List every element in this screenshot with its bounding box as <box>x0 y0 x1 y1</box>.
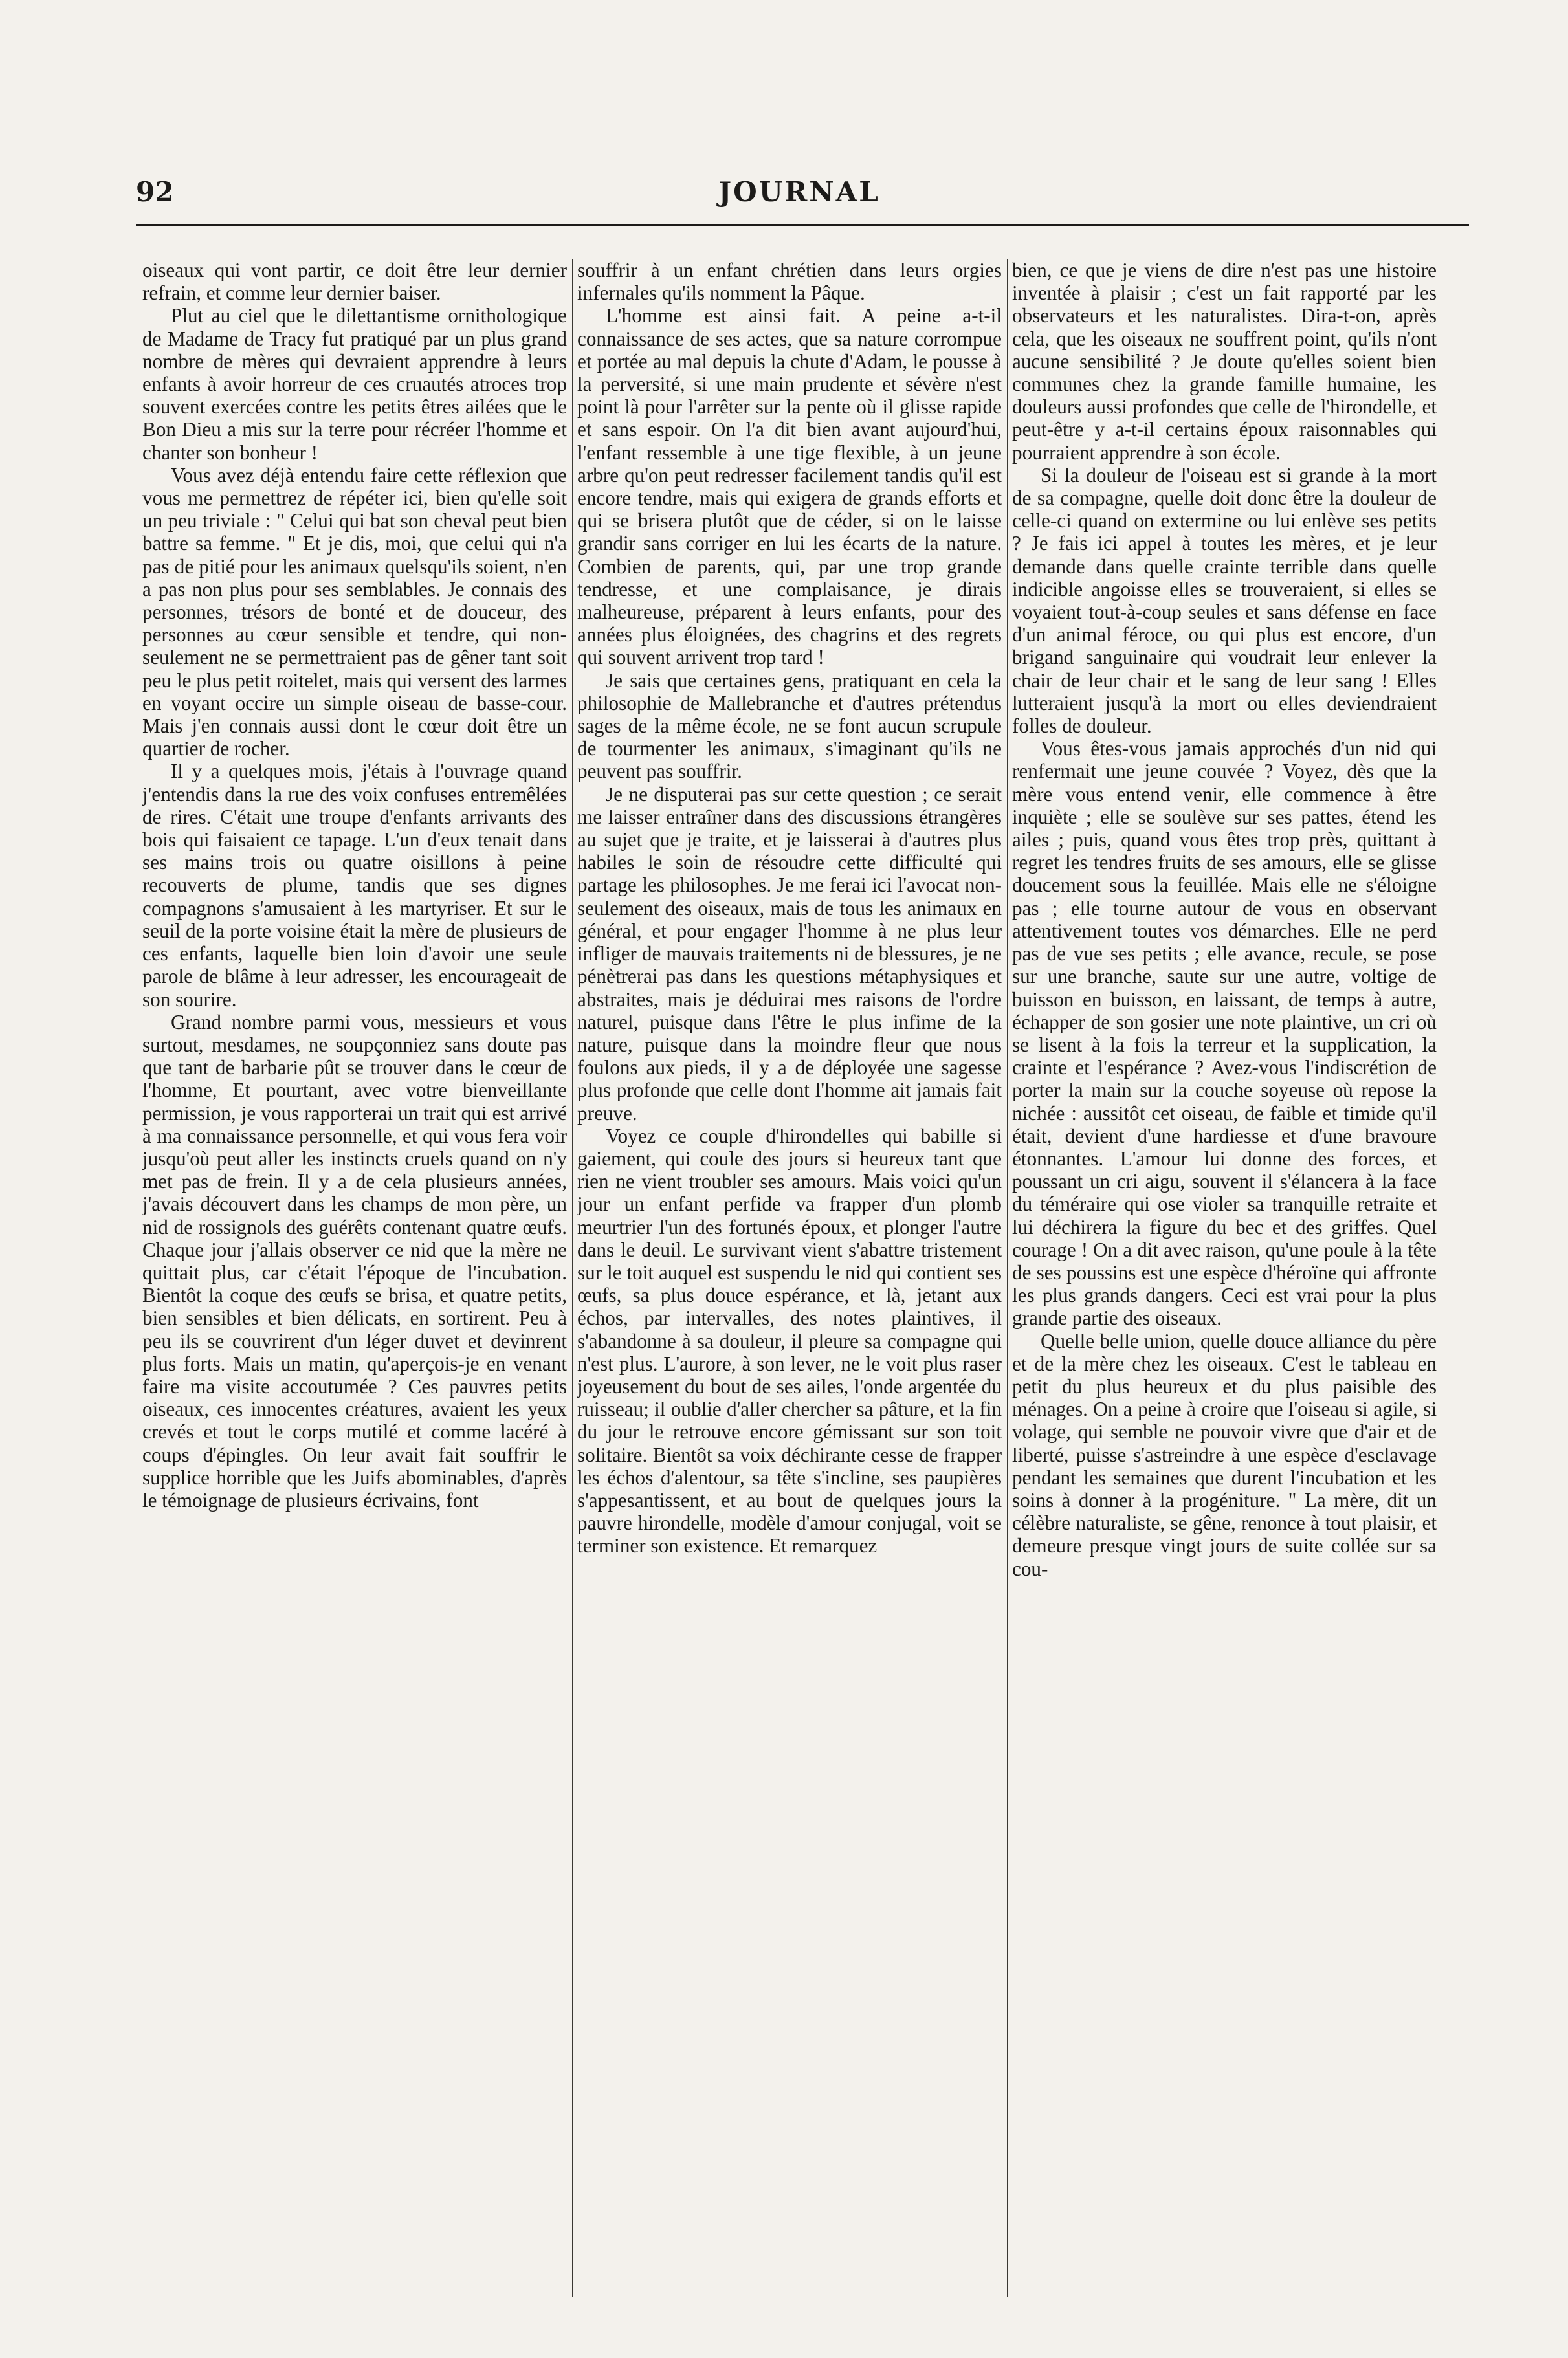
paragraph: Quelle belle union, quelle douce alliance du père et de la mère chez les oiseaux. C'est le tableau en petit du plus heureux et du plus paisible des ménages. On a peine à croire que l'oiseau si agile, si volage, qui semble ne pouvoir vivre que d'air et de liberté, puisse s'astreindre à une espèce d'esclavage pendant les semaines que durent l'incubation et les soins à donner à la progéniture. " La mère, dit un célèbre naturaliste, se gêne, renonce à tout plaisir, et demeure presque vingt jours de suite collée sur sa cou- <box>1012 1329 1437 1580</box>
paragraph: oiseaux qui vont partir, ce doit être leur dernier refrain, et comme leur dernier baiser. <box>142 259 567 305</box>
paragraph: L'homme est ainsi fait. A peine a-t-il connaissance de ses actes, que sa nature corrompue et portée au mal depuis la chute d'Adam, le pousse à la perversité, si une main prudente et sévère n'est point là pour l'arrêter sur la pente où il glisse rapide et sans espoir. On l'a dit bien avant aujourd'hui, l'enfant ressemble à une tige flexible, à un jeune arbre qu'on peut redresser facilement tandis qu'il est encore tendre, mais qui exigera de grands efforts et qui se brisera plutôt que de céder, si on le laisse grandir sans corriger en lui les écarts de la nature. Combien de parents, qui, par une trop grande tendresse, et une complaisance, je dirais malheureuse, préparent à leurs enfants, pour des années plus éloignées, des chagrins et des regrets qui souvent arrivent trop tard ! <box>577 304 1002 669</box>
column-3 <box>1012 259 1437 2310</box>
page-number: 92 <box>136 176 174 208</box>
column-2 <box>577 259 1002 2310</box>
paragraph: Plut au ciel que le dilettantisme ornithologique de Madame de Tracy fut pratiqué par un plus grand nombre de mères qui devraient apprendre à leurs enfants à avoir horreur de ces cruautés atroces trop souvent exercées contre les petits êtres ailées que le Bon Dieu a mis sur la terre pour récréer l'homme et chanter son bonheur ! <box>142 304 567 464</box>
paragraph: Si la douleur de l'oiseau est si grande à la mort de sa compagne, quelle doit donc être la douleur de celle-ci quand on extermine ou lui enlève ses petits ? Je fais ici appel à toutes les mères, et je leur demande dans quelle crainte terrible dans quelle indicible angoisse elles se trouveraient, si elles se voyaient tout-à-coup seules et sans défense en face d'un animal féroce, ou qui plus est encore, d'un brigand sanguinaire qui voudrait leur enlever la chair de leur chair et le sang de leur sang ! Elles lutteraient jusqu'à la mort ou elles deviendraient folles de douleur. <box>1012 463 1437 738</box>
column-1 <box>142 259 567 2310</box>
column-divider <box>1007 259 1008 2297</box>
paragraph: Vous avez déjà entendu faire cette réflexion que vous me permettrez de répéter ici, bien qu'elle soit un peu triviale : " Celui qui bat son cheval peut bien battre sa femme. " Et je dis, moi, que celui qui n'a pas de pitié pour les animaux quelsqu'ils soient, n'en a pas non plus pour ses semblables. Je connais des personnes, trésors de bonté et de douceur, des personnes au cœur sensible et tendre, qui non-seulement ne se permettraient pas de gêner tant soit peu le plus petit roitelet, mais qui versent des larmes en voyant occire un simple oiseau de basse-cour. Mais j'en connais aussi dont le cœur doit être un quartier de rocher. <box>142 463 567 760</box>
paragraph: Je ne disputerai pas sur cette question ; ce serait me laisser entraîner dans des discussions étrangères au sujet que je traite, et je laisserai à d'autres plus habiles le soin de résoudre cette difficulté qui partage les philosophes. Je me ferai ici l'avocat non-seulement des oiseaux, mais de tous les animaux en général, et pour engager l'homme à ne plus leur infliger de mauvais traitements ni de blessures, je ne pénètrerai pas dans les questions métaphysiques et abstraites, mais je déduirai mes raisons de l'ordre naturel, puisque dans l'être le plus infime de la nature, puisque dans la moindre fleur que nous foulons aux pieds, il y a de déployée une sagesse plus profonde que celle dont l'homme ait jamais fait preuve. <box>577 782 1002 1125</box>
paragraph: souffrir à un enfant chrétien dans leurs orgies infernales qu'ils nomment la Pâque. <box>577 259 1002 305</box>
paragraph: Vous êtes-vous jamais approchés d'un nid qui renfermait une jeune couvée ? Voyez, dès que la mère vous entend venir, elle commence à être inquiète ; elle se soulève sur ses pattes, étend les ailes ; puis, quand vous êtes trop près, quittant à regret les tendres fruits de ses amours, elle se glisse doucement sous la feuillée. Mais elle ne s'éloigne pas ; elle tourne autour de vous en observant attentivement toutes vos démarches. Elle ne perd pas de vue ses petits ; elle avance, recule, se pose sur une branche, saute sur une autre, voltige de buisson en buisson, en laissant, de temps à autre, échapper de son gosier une note plaintive, un cri où se lisent à la fois la terreur et la supplication, la crainte et l'espérance ? Avez-vous l'indiscrétion de porter la main sur la couche soyeuse où repose la nichée : aussitôt cet oiseau, de faible et timide qu'il était, devient d'une hardiesse et d'une bravoure étonnantes. L'amour lui donne des forces, et poussant un cri aigu, souvent il s'élancera à la face du téméraire qui ose violer sa tranquille retraite et lui déchirera la figure du bec et des griffes. Quel courage ! On a dit avec raison, qu'une poule à la tête de ses poussins est une espèce d'héroïne qui affronte les plus grands dangers. Ceci est vrai pour la plus grande partie des oiseaux. <box>1012 737 1437 1330</box>
paragraph: Grand nombre parmi vous, messieurs et vous surtout, mesdames, ne soupçonniez sans doute pas que tant de barbarie pût se trouver dans le cœur de l'homme, Et pourtant, avec votre bienveillante permission, je vous rapporterai un trait qui est arrivé à ma connaissance personnelle, et qui vous fera voir jusqu'où peut aller les instincts cruels quand on n'y met pas de frein. Il y a de cela plusieurs années, j'avais découvert dans les champs de mon père, un nid de rossignols des guérêts contenant quatre œufs. Chaque jour j'allais observer ce nid que la mère ne quittait plus, car c'était l'époque de l'incubation. Bientôt la coque des œufs se brisa, et quatre petits, bien sensibles et bien délicats, en sortirent. Peu à peu ils se couvrirent d'un léger duvet et devinrent plus forts. Mais un matin, qu'aperçois-je en venant faire ma visite accoutumée ? Ces pauvres petits oiseaux, ces innocentes créatures, avaient les yeux crevés et tout le corps mutilé et comme lacéré à coups d'épingles. On leur avait fait souffrir le supplice horrible que les Juifs abominables, d'après le témoignage de plusieurs écrivains, font <box>142 1010 567 1512</box>
column-divider <box>572 259 573 2297</box>
article-columns <box>142 259 1463 2310</box>
paragraph: Il y a quelques mois, j'étais à l'ouvrage quand j'entendis dans la rue des voix confuses entremêlées de rires. C'était une troupe d'enfants arrivants des bois qui faisaient ce tapage. L'un d'eux tenait dans ses mains trois ou quatre oisillons à peine recouverts de plume, tandis que ses dignes compagnons s'amusaient à les martyriser. Et sur le seuil de la porte voisine était la mère de plusieurs de ces enfants, laquelle bien loin d'avoir une seule parole de blâme à leur adresser, les encourageait de son sourire. <box>142 760 567 1011</box>
paragraph: Voyez ce couple d'hirondelles qui babille si gaiement, qui coule des jours si heureux tant que rien ne vient troubler ses amours. Mais voici qu'un jour un enfant perfide va frapper d'un plomb meurtrier l'un des fortunés époux, et plonger l'autre dans le deuil. Le survivant vient s'abattre tristement sur le toit auquel est suspendu le nid qui contient ses œufs, sa plus douce espérance, et là, jetant aux échos, par intervalles, des notes plaintives, il s'abandonne à sa douleur, il pleure sa compagne qui n'est plus. L'aurore, à son lever, ne le voit plus raser joyeusement du bout de ses ailes, l'onde argentée du ruisseau; il oublie d'aller chercher sa pâture, et la fin du jour le retrouve encore gémissant sur son toit solitaire. Bientôt sa voix déchirante cesse de frapper les échos d'alentour, sa tête s'incline, ses paupières s'appesantissent, et au bout de quelques jours la pauvre hirondelle, modèle d'amour conjugal, voit se terminer son existence. Et remarquez <box>577 1124 1002 1558</box>
paragraph: Je sais que certaines gens, pratiquant en cela la philosophie de Mallebranche et d'autres prétendus sages de la même école, ne se font aucun scrupule de tourmenter les animaux, s'imaginant qu'ils ne peuvent pas souffrir. <box>577 668 1002 783</box>
header-rule <box>136 224 1469 226</box>
journal-title: JOURNAL <box>718 176 880 208</box>
paragraph: bien, ce que je viens de dire n'est pas une histoire inventée à plaisir ; c'est un fait rapporté par les observateurs et les naturalistes. Dira-t-on, après cela, que les oiseaux ne souffrent point, qu'ils n'ont aucune sensibilité ? Je doute qu'elles soient bien communes chez la grande famille humaine, les douleurs aussi profondes que celle de l'hirondelle, et peut-être y a-t-il certains époux raisonnables qui pourraient apprendre à son école. <box>1012 259 1437 464</box>
page-header <box>136 176 1463 215</box>
